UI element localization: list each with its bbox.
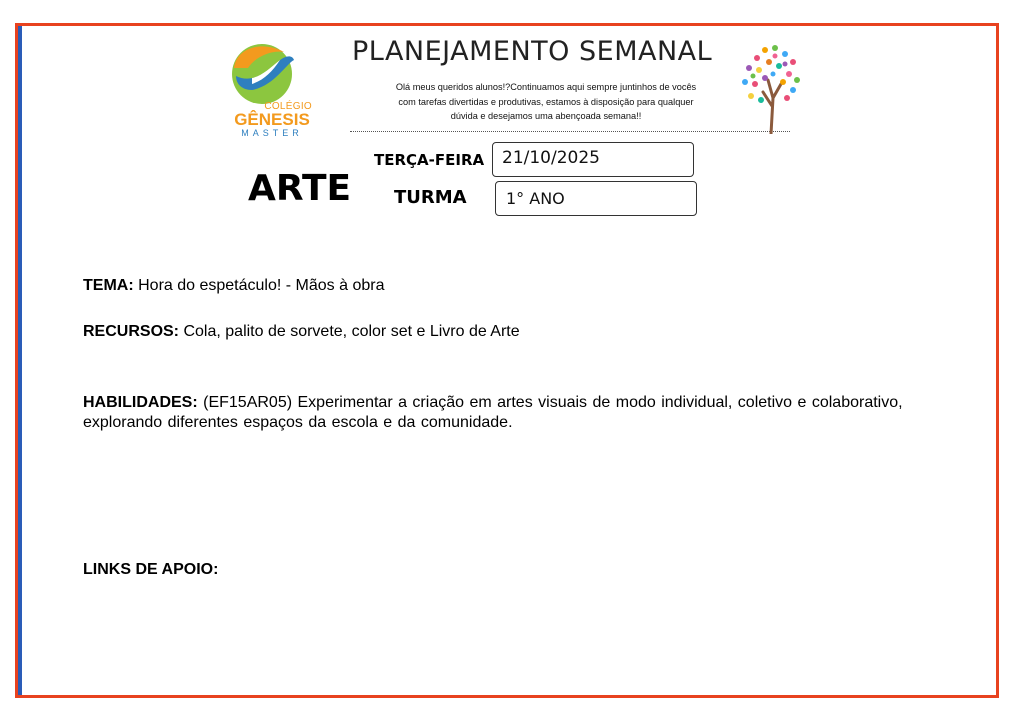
habilidades-label: HABILIDADES: [83,394,198,411]
greeting-line: Olá meus queridos alunos!?Continuamos aqui sempre juntinhos de vocês [395,82,697,92]
tema-value: Hora do espetáculo! - Mãos à obra [138,277,385,294]
colorful-tree-icon [735,40,805,134]
logo-text-genesis: GÊNESIS [234,110,310,129]
habilidades-value: (EF15AR05) Experimentar a criação em artes visuais de modo individual, coletivo e colaborativo, explorando diferentes espaços da escola e da comunidade. [83,394,903,431]
subject-title: ARTE [248,168,352,209]
links-label: LINKS DE APOIO: [83,561,219,578]
tema-line [83,277,384,295]
turma-label: TURMA [394,187,467,208]
recursos-label: RECURSOS: [83,323,180,340]
tema-label: TEMA: [83,277,134,294]
header-divider [350,131,790,132]
logo-text-master: MASTER [241,128,303,138]
greeting-line: com tarefas divertidas e produtivas, estamos à disposição para qualquer [398,96,694,107]
logo-emblem-icon [222,38,322,108]
date-field: 21/10/2025 [492,142,694,177]
recursos-value: Cola, palito de sorvete, color set e Livro de Arte [183,323,520,340]
day-label: TERÇA-FEIRA [374,151,485,169]
recursos-line [83,323,520,341]
page-frame [15,23,999,698]
school-logo [222,38,322,140]
left-accent-bar [18,26,22,695]
page-title: PLANEJAMENTO SEMANAL [352,36,713,67]
turma-field: 1° ANO [495,181,697,216]
habilidades-line [83,393,963,433]
logo-text-colegio: COLÉGIO [264,101,312,112]
greeting-line: dúvida e desejamos uma abençoada semana!! [450,111,642,121]
greeting-message [370,80,722,124]
